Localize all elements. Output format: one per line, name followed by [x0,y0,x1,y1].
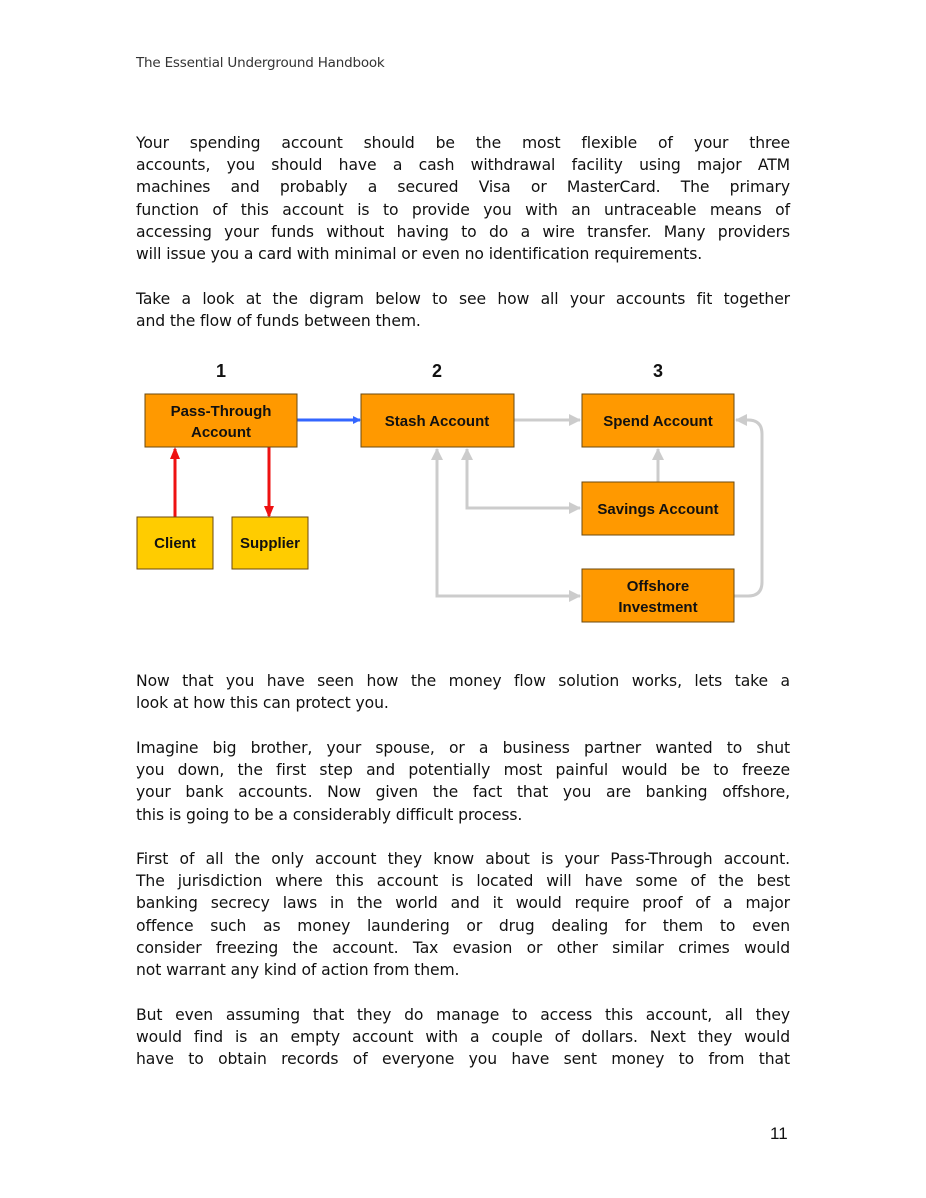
column-number-1: 1 [215,361,227,381]
column-number-3: 3 [652,361,664,381]
text-line: But even assuming that they do manage to access this account, all they [136,1006,790,1024]
text-line: look at how this can protect you. [136,694,389,713]
text-line: The jurisdiction where this account is located will have some of the best [136,872,790,891]
paragraph-protection [136,670,790,714]
label-client: Client [154,535,196,552]
text-line: your bank accounts. Now given the fact that you are banking offshore, [136,783,790,802]
text-line: Now that you have seen how the money flow solution works, lets take a [136,672,790,690]
text-line: banking secrecy laws in the world and it would require proof of a major [136,894,790,913]
arrow-savings-to-stash [467,449,580,508]
running-header: The Essential Underground Handbook [136,55,385,71]
label-supplier: Supplier [239,535,301,552]
label-offshore: Investment [618,599,698,616]
label-spend: Spend Account [603,413,713,430]
text-line: machines and probably a secured Visa or MasterCard. The primary [136,178,790,197]
text-line: not warrant any kind of action from them. [136,960,460,979]
text-line: function of this account is to provide you with an untraceable means of [136,200,790,219]
text-line: and the flow of funds between them. [136,312,421,331]
paragraph-freeze [136,737,790,826]
text-line: First of all the only account they know about is your Pass-Through account. [136,850,790,868]
text-line: Your spending account should be the most flexible of your three [136,134,790,152]
label-offshore: Offshore [626,578,690,595]
text-line: offence such as money laundering or drug dealing for them to even [136,916,790,935]
text-line: have to obtain records of everyone you have sent money to from that [136,1050,790,1069]
arrow-offshore-to-spend [734,420,762,596]
column-number-2: 2 [431,361,443,381]
text-line: consider freezing the account. Tax evasion or other similar crimes would [136,938,790,957]
label-savings: Savings Account [597,501,719,518]
text-line: this is going to be a considerably difficult process. [136,805,523,824]
text-line: will issue you a card with minimal or even no identification requirements. [136,244,703,263]
paragraph-jurisdiction [136,848,790,981]
text-line: Imagine big brother, your spouse, or a business partner wanted to shut [136,739,790,757]
arrow-offshore-to-stash [437,449,580,596]
paragraph-empty-account [136,1004,790,1071]
label-stash: Stash Account [384,413,490,430]
text-line: Take a look at the digram below to see how all your accounts fit together [136,290,790,308]
page-number: 11 [770,1124,788,1143]
text-line: accessing your funds without having to do a wire transfer. Many providers [136,222,790,241]
label-pass-through: Pass-Through [170,403,272,420]
label-pass-through: Account [191,424,251,441]
text-line: you down, the first step and potentially most painful would be to freeze [136,761,790,780]
text-line: accounts, you should have a cash withdrawal facility using major ATM [136,156,790,175]
text-line: would find is an empty account with a couple of dollars. Next they would [136,1028,790,1047]
